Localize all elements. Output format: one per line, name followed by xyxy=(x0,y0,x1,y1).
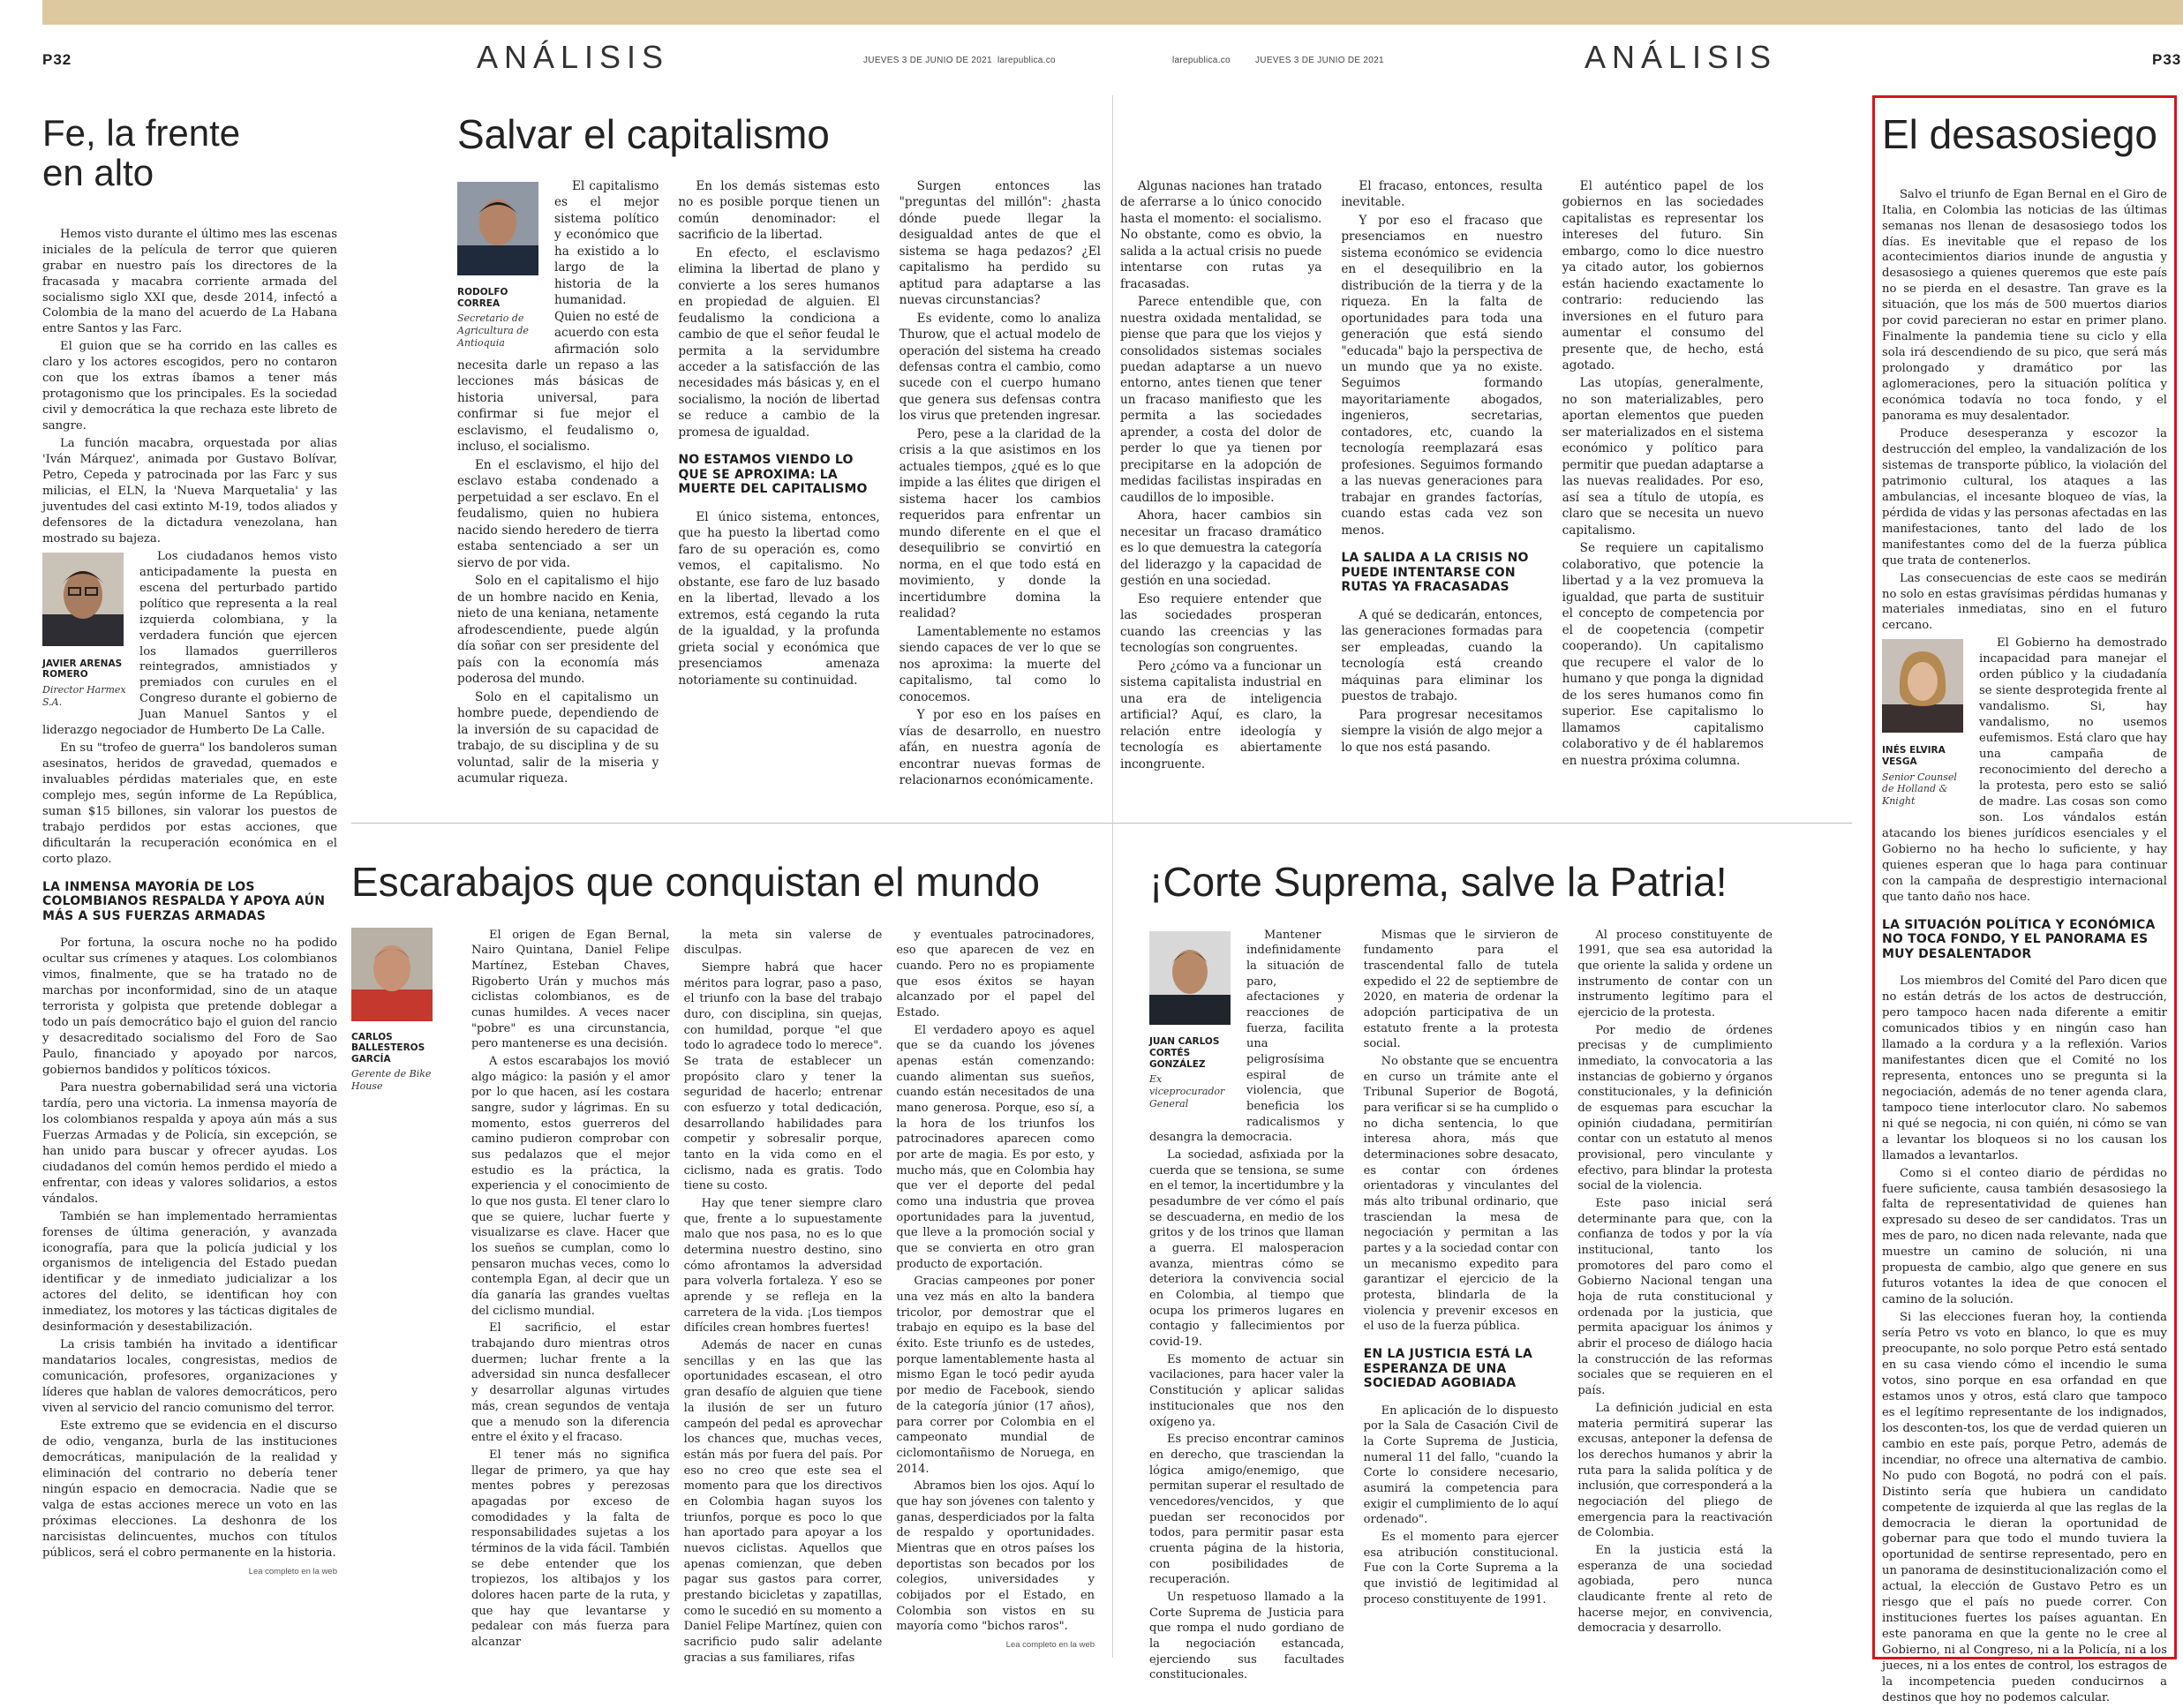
column xyxy=(1149,928,1344,1685)
paragraph: En los demás sistemas esto no es posible porque tienen un común denominador: el sacrificio de la libertad. xyxy=(678,178,880,243)
site-right: larepublica.co xyxy=(1172,56,1231,65)
subheading: LA SITUACIÓN POLÍTICA Y ECONÓMICA NO TOCA FONDO, Y EL PANORAMA ES MUY DESALENTADOR xyxy=(1882,917,2156,961)
author-name: CARLOS BALLESTEROS GARCÍA xyxy=(351,1031,425,1065)
paragraph: Mismas que le sirvieron de fundamento para el trascendental fallo de tutela expedido el 22 de septiembre de 2020, en materia de ordenar la adopción participativa de un estatuto frente a la protesta social. xyxy=(1363,928,1559,1051)
paragraph: Hay que tener siempre claro que, frente a lo supuestamente malo que nos pasa, no es lo que determina nuestro destino, sino cómo afrontamos la adversidad para volverla fortaleza. Y eso se aprende y se refleja en la carretera de la vida. ¡Los tiempos difíciles crean hombres fuertes! xyxy=(683,1197,883,1336)
column xyxy=(1364,928,1559,1685)
paragraph: Para nuestra gobernabilidad será una victoria tardía, pero una victoria. La inmensa mayoría de los colombianos respalda y apoya aún más a sus Fuerzas Armadas y de Policía, sin excepción, se han unido para buscar y ofrecer ayudas. Los ciudadanos del común hemos perdido el miedo a enfrentar, con ideas y valores solidarios, a estos vándalos. xyxy=(42,1080,337,1206)
paragraph: Abramos bien los ojos. Aquí lo que hay son jóvenes con talento y ganas, desperdiciados por la falta de respaldo y oportunidades. Mientras que en otros países los deportistas son becados por los colegios, universidades y cobijados por el Estado, en Colombia son vistos en su mayoría como "bichos raros". xyxy=(896,1479,1095,1634)
top-color-bar xyxy=(42,0,2183,25)
author-photo xyxy=(457,182,538,275)
section-title-right: ANÁLISIS xyxy=(1585,39,1778,75)
highlight-box xyxy=(1872,95,2177,1659)
paragraph: la meta sin valerse de disculpas. xyxy=(683,928,883,958)
author-block xyxy=(351,928,457,1668)
paragraph: El único sistema, entonces, que ha puesto la libertad como faro de su operación es, como vemos, el capitalismo. No obstante, ese faro de luz basado en la libertad, llevado a los extremos, está cegando la ruta de la igualdad, y la profunda grieta social y económica que presenciamos amenaza notoriamente su continuidad. xyxy=(678,509,880,688)
column xyxy=(42,227,337,1578)
column xyxy=(1120,178,1321,791)
paragraph: Mantener indefinidamente la situación de paro, afectaciones y reacciones de fuerza, facilita una peligrosísima espiral de violencia, que beneficia los radicalismos y desangra la democracia. xyxy=(1149,928,1344,1145)
column xyxy=(678,178,879,791)
paragraph: Los miembros del Comité del Paro dicen que no están detrás de los actos de destrucción, pero tampoco hacen nada diferente a emitir comunicados tibios y en ningún caso han llamado a la cordura y a la reflexión. Varios manifestantes dicen que el Comité no los representa, entonces uno se pregunta si la negociación, además de no tener agenda clara, tampoco tiene interlocutor claro. No sabemos ni qué se negocia, ni con quién, ni cómo se van a levantar los bloqueos si no los causan los llamados a levantarlos. xyxy=(1882,974,2167,1162)
paragraph: La función macabra, orquestada por alias 'Iván Márquez', animada por Gustavo Bolívar, Petro, Cepeda y patrocinada por las Farc y sus milicias, el ELN, la 'Nueva Marquetalia' y las juventudes del casi extinto M-19, todos aliados y defensores de la dictadura venezolana, han mostrado su bajeza. xyxy=(42,437,337,546)
article-corte-suprema xyxy=(1149,859,1773,1682)
paragraph: Para progresar necesitamos siempre la visión de algo mejor a lo que nos está pasando. xyxy=(1341,707,1543,755)
paragraph: El guion que se ha corrido en las calles es claro y los actores escogidos, pero no contaron con que los extras íbamos a tener más protagonismo que los principales. Es la sociedad civil y democrática la que rechaza este libreto de sangre. xyxy=(42,340,337,433)
paragraph: Y por eso en los países en vías de desarrollo, en nuestro afán, en nuestra agonía de encontrar nuevas formas de relacionarnos económicamente. xyxy=(899,708,1101,788)
paragraph: Ahora, hacer cambios sin necesitar un fracaso dramático es lo que demuestra la categoría del liderazgo y la capacidad de gestión en una sociedad. xyxy=(1119,508,1322,589)
paragraph: Pero ¿cómo va a funcionar un sistema capitalista industrial en una era de inteligencia artificial? Aquí, es claro, la relación entre ideología y tecnología es abiertamente incongruente. xyxy=(1119,658,1322,771)
article-fe-la-frente xyxy=(42,113,337,1658)
headline: Escarabajos que conquistan el mundo xyxy=(351,859,1040,905)
author-name: JUAN CARLOS CORTÉS GONZÁLEZ xyxy=(1149,1036,1220,1070)
paragraph: Y por eso el fracaso que presenciamos en nuestro sistema económico se evidencia en el desequilibrio en la distribución de la tierra y de la riqueza. En la falta de oportunidades para toda una generación que está siendo "educada" bajo la perspectiva de un mundo que ya no existe. Seguimos formando mayoritariamente abogados, ingenieros, secretarias, contadores, etc, cuando la tecnología reemplazará esas profesiones. Seguimos formando a las nuevas generaciones para trabajar en grandes factorías, cuando estas cada vez son menos. xyxy=(1341,213,1543,538)
paragraph: Por medio de órdenes precisas y de cumplimiento inmediato, la convocatoria a las instancias de gobierno y órganos constitucionales, y la definición de esquemas para escuchar la opinión ciudadana, permitirían contar con un estatuto al menos provisional, pero vinculante y efectivo, para blindar la protesta social de la violencia. xyxy=(1577,1023,1773,1193)
paragraph: y eventuales patrocinadores, eso que aparecen de vez en cuando. Pero no es propiamente que esos éxitos se hayan alcanzado por el papel del Estado. xyxy=(896,928,1095,1020)
paragraph: Surgen entonces las "preguntas del millón": ¿hasta dónde puede llegar la desigualdad antes de que el sistema se haga pedazos? ¿El capitalismo ha perdido su aptitud para adaptarse a las nuevas circunstancias? xyxy=(899,178,1101,308)
read-more-link[interactable]: Lea completo en la web xyxy=(1005,1639,1095,1650)
column xyxy=(1562,178,1764,791)
author-role: Senior Counsel de Holland & Knight xyxy=(1882,771,1957,807)
paragraph: Gracias campeones por poner una vez más en alto la bandera tricolor, por demostrar que el trabajo en equipo es la base del éxito. Este triunfo es de ustedes, porque lamentablemente hasta al mismo Egan le tocó pedir ayuda por medio de Facebook, siendo de la categoría júnior (17 años), para correr por Colombia en el campeonato mundial de ciclomontañismo de Noruega, en 2014. xyxy=(896,1275,1095,1476)
paragraph: Salvo el triunfo de Egan Bernal en el Giro de Italia, en Colombia las noticias de las últimas semanas nos llenan de desasosiego todos los días. Es inevitable que el repaso de los acontecimientos diarios inunde de angustia y desasosiego a quienes queremos que este país no se pierda en el desastre. Tan grave es la situación, que los más de 500 muertos diarios por covid parecieran no estar en primer plano. Finalmente la pandemia tiene su ciclo y ella sola irá descendiendo de su pico, que será más prolongado y dramático por las aglomeraciones, pero la situación política y económica todavía no toca fondo, y el panorama es muy desalentador. xyxy=(1882,187,2167,424)
paragraph: Es el momento para ejercer esa atribución constitucional. Fue con la Corte Suprema a la que invistió de legitimidad al proceso constituyente de 1991. xyxy=(1363,1531,1559,1606)
page-number-right: P33 xyxy=(2152,51,2182,68)
subheading: LA SALIDA A LA CRISIS NO PUEDE INTENTARSE CON RUTAS YA FRACASADAS xyxy=(1341,551,1529,595)
subheading: NO ESTAMOS VIENDO LO QUE SE APROXIMA: LA MUERTE DEL CAPITALISMO xyxy=(678,453,868,497)
paragraph: Parece entendible que, con nuestra oxidada mentalidad, se piense que para que los viejos y consolidados sistemas sociales puedan adaptarse a un nuevo entorno, antes tienen que tener un fracaso manifiesto que les permita a las sociedades aprender, a costa del dolor de perder lo que ya tienen por precipitarse en la adopción de medidas facilistas inspiradas en caudillos de lo imposible. xyxy=(1119,295,1322,505)
paragraph: Los ciudadanos hemos visto anticipadamente la puesta en escena del perturbado partido político que representa a la real izquierda colombiana, y la verdadera función que ejercen los llamados guerrilleros reintegrados, amnistiados y premiados con curules en el Congreso durante el gobierno de Juan Manuel Santos y el liderazgo negociador de Humberto De La Calle. xyxy=(42,549,337,738)
paragraph: Las utopías, generalmente, no son materializables, pero aportan elementos que pueden ser materializados en el sistema económico y político para permitir que puedan adaptarse a las nuevas realidades. Por eso, así sea a título de utopía, es claro que se necesita un nuevo capitalismo. xyxy=(1562,376,1764,538)
author-block xyxy=(457,182,542,350)
column xyxy=(896,928,1095,1668)
paragraph: La sociedad, asfixiada por la cuerda que se tensiona, se sume en el temor, la incertidumbre y la pesadumbre de ver cómo el país se descuaderna, en medio de los gritos y de los trinos que llaman a guerra. El malosperacion avanza, mientras cómo se deteriora la convivencia social en Colombia, al tiempo que ocupa los primeros lugares en contagio y fallecimientos por covid-19. xyxy=(1149,1148,1344,1350)
author-role: Gerente de Bike House xyxy=(351,1068,432,1093)
paragraph: Si las elecciones fueran hoy, la contienda sería Petro vs voto en blanco, lo que es muy preocupante, no solo porque Petro está sentado en su casa viendo cómo el incendio le suma votos, sino porque en esa orfandad en que estamos unos y otros, está claro que tampoco es el legítimo representante de los indignados, los desconten-tos, los que de verdad quieren un cambio en este país, porque Petro, además de incendiar, no ofrece una alternativa de cambio. No pudo con Bogotá, no podrá con el país. Distinto sería que hubiera un candidato competente de izquierda al que las reglas de la democracia le dieran la oportunidad de gobernar para que todo el mundo tuviera la oportunidad de sentirse representado, pero en un panorama de desinstitucionalización como el actual, la elección de Gustavo Petro es un riesgo que el país no puede correr. Con instituciones fuertes los países aguantan. En este panorama en que la gente no le cree al Gobierno, ni al Congreso, ni a la Policía, ni a los jueces, ni a los entes de control, los estragos de la incompetencia pueden conducirnos a destinos que hoy no podemos calcular. xyxy=(1882,1311,2167,1704)
paragraph: Este extremo que se evidencia en el discurso de odio, venganza, burla de las instituciones democráticas, manipulación de la realidad y eliminación del contrario no debería tener ningún espacio en democracia. Nadie que se valga de estas acciones merece un voto en las próximas elecciones. La deshonra de los narcisistas delincuentes, muchos con títulos públicos, será el cobro permanente en la historia. xyxy=(42,1418,337,1560)
paragraph: El Gobierno ha demostrado incapacidad para manejar el orden público y la ciudadanía se siente desprotegida frente al vandalismo. Si, hay vandalismo, no usemos eufemismos. Está claro que hay una campaña de reconocimiento del derecho a la protesta, pero esto se salió de madre. Las cosas son como son. Los vándalos están atacando los bienes jurídicos esenciales y el Gobierno no ha hecho lo suficiente, y hay quienes esperan que lo haga para continuar con la campaña de desprestigio internacional que tanto daño nos hace. xyxy=(1882,636,2167,904)
site-left: larepublica.co xyxy=(997,56,1056,65)
paragraph: A estos escarabajos los movió algo mágico: la pasión y el amor por lo que hacen, así les costara sangre, sudor y lágrimas. En su momento, estos guerreros del camino pudieron comprobar con sus pedalazos que el mejor estudio es la práctica, la experiencia y el conocimiento de lo que nos gusta. El tener claro lo que se quiere, luchar fuerte y visualizarse es clave. Hacer que los sueños se cumplan, como lo pensaron muchas veces, como lo contempla Egan, al decir que un día ganaría las grandes vueltas del ciclismo mundial. xyxy=(471,1055,670,1318)
paragraph: La crisis también ha invitado a identificar mandatarios locales, congresistas, medios de comunicación, profesores, organizaciones y líderes que hablan de valores democráticos, pero viven al servicio del rancio comunismo del terror. xyxy=(42,1338,337,1416)
author-block xyxy=(1149,931,1234,1110)
author-photo xyxy=(351,928,433,1021)
column xyxy=(900,178,1101,791)
paragraph: Hemos visto durante el último mes las escenas iniciales de la película de terror que quieren grabar en nuestro país los directores de la fracasada y macabra corriente armada del socialismo siglo XXI que, desde 2014, infectó a Colombia de la mano del acuerdo de La Habana entre Santos y las Farc. xyxy=(42,227,337,336)
article-escarabajos xyxy=(351,859,1095,1665)
author-role: Ex viceprocurador General xyxy=(1149,1073,1225,1110)
paragraph: Las consecuencias de este caos se medirán no solo en estas gravísimas pérdidas humanas y materiales inmediatas, sino en el futuro cercano. xyxy=(1882,571,2167,633)
paragraph: La definición judicial en esta materia permitirá superar las excusas, anteponer la defensa de los derechos humanos y abrir la ruta para la salida política y de inclusión, que corresponderá a la negociación del pliego de emergencia para la reactivación de Colombia. xyxy=(1577,1401,1773,1540)
author-name: RODOLFO CORREA xyxy=(457,287,508,309)
paragraph: Al proceso constituyente de 1991, que sea esa autoridad la que oriente la salida y ordene un instrumento de contar con un instrumento legítimo para el ejercicio de la protesta. xyxy=(1577,928,1773,1020)
paragraph: Este paso inicial será determinante para que, con la confianza de todos y por la vía institucional, tanto los promotores del paro como el Gobierno Nacional tengan una hoja de ruta constitucional y ordenada por la justicia, que permita apaciguar los ánimos y abrir el proceso de diálogo hacia la construcción de las reformas sociales que se requieren en el país. xyxy=(1577,1197,1773,1398)
column xyxy=(471,928,670,1668)
column xyxy=(1577,928,1773,1685)
date-right: JUEVES 3 DE JUNIO DE 2021 xyxy=(1255,56,1384,65)
horizontal-rule xyxy=(351,823,1852,824)
headline: ¡Corte Suprema, salve la Patria! xyxy=(1149,859,1728,905)
paragraph: Produce desesperanza y escozor la destrucción del empleo, la vandalización de los sistemas de transporte público, la violación del patrimonio cultural, los ataques a las ambulancias, el incesante bloqueo de vías, la pérdida de vidas y las personas afectadas en las manifestaciones, tanto del lado de los manifestantes como del de la fuerza pública que trata de contenerlos. xyxy=(1882,426,2167,568)
paragraph: El tener más no significa llegar de primero, ya que hay mentes pobres y perezosas apagadas por exceso de comodidades y la falta de responsabilidades sujetas a los términos de la vida fácil. También se debe entender que los tropiezos, los altibajos y los dolores hacen parte de la ruta, y que hay que levantarse y pedalear con más fuerza para alcanzar xyxy=(471,1448,670,1649)
date-left: JUEVES 3 DE JUNIO DE 2021 xyxy=(863,56,992,65)
paragraph: En efecto, el esclavismo elimina la libertad de plano y convierte a los seres humanos en propiedad de alguien. El feudalismo la condiciona a cambio de que el señor feudal le permita a la servidumbre acceder a la satisfacción de las necesidades más básicas y, en el socialismo, la noción de libertad se reduce a cambio de la promesa de igualdad. xyxy=(678,245,880,440)
subheading: LA INMENSA MAYORÍA DE LOS COLOMBIANOS RESPALDA Y APOYA AÚN MÁS A SUS FUERZAS ARMADAS xyxy=(42,879,326,923)
subheading: EN LA JUSTICIA ESTÁ LA ESPERANZA DE UNA SOCIEDAD AGOBIADA xyxy=(1363,1347,1533,1391)
paragraph: Algunas naciones han tratado de aferrarse a lo único conocido hasta el momento: el socialismo. No obstante, como es obvio, la salida a la actual crisis no puede intentarse con rutas ya fracasadas. xyxy=(1119,178,1322,291)
paragraph: También se han implementado herramientas forenses de última generación, y avanzada iconografía, para que la policía judicial y los organismos de inteligencia del Estado puedan identificar y de inmediato judicializar a los actores del delito, se identifican hoy con inmediatez, los motores y las tácticas digitales de desinformación y desestabilización. xyxy=(42,1209,337,1335)
section-title-left: ANÁLISIS xyxy=(477,39,670,75)
paragraph: En el esclavismo, el hijo del esclavo estaba condenado a perpetuidad a ser esclavo. En el feudalismo, quien no hubiera nacido siendo heredero de tierra estaba sentenciado a ser un siervo de por vida. xyxy=(457,457,659,570)
paragraph: Por fortuna, la oscura noche no ha podido ocultar sus crímenes y ataques. Los colombianos vimos, finalmente, que se ha tratado no de marchas por inconformidad, sino de un ataque terrorista y golpista que pretende doblegar a todo un país democrático bajo el guion del rancio y desacreditado socialismo del Foro de Sao Paulo, financiado y apoyado por narcos, gobiernos bandidos y políticos tóxicos. xyxy=(42,937,337,1078)
author-photo xyxy=(1149,931,1231,1025)
paragraph: El verdadero apoyo es aquel que se da cuando los jóvenes apenas están comenzando: cuando alimentan sus sueños, cuando están necesitados de una mano generosa. Porque, eso sí, a la hora de los triunfos los patrocinadores aparecen como por arte de magia. Es por esto, y mucho más, que en Colombia hay que ver el deporte del pedal como una industria que provea oportunidades para la juventud, que lleve a la promoción social y que se convierta en otro gran producto de exportación. xyxy=(896,1023,1095,1271)
author-name: JAVIER ARENAS ROMERO xyxy=(42,658,123,681)
paragraph: A qué se dedicarán, entonces, las generaciones formadas para ser empleadas, cuando la tecnología está creando máquinas para eliminar los puestos de trabajo. xyxy=(1341,607,1543,704)
headline: Fe, la frente en alto xyxy=(42,112,241,194)
headline: Salvar el capitalismo xyxy=(457,111,830,157)
paragraph: Pero, pese a la claridad de la crisis a la que asistimos en los actuales tiempos, ¿qué es lo que impide a las élites que dirigen el sistema hacer los cambios requeridos para enfrentar un mundo diferente en el que el desequilibrio se convirtió en norma, en el que todo está en movimiento, y donde la incertidumbre domina la realidad? xyxy=(899,426,1101,621)
paragraph: Lamentablemente no estamos siendo capaces de ver lo que se nos aproxima: la muerte del capitalismo, tal como lo conocemos. xyxy=(899,624,1101,704)
paragraph: El capitalismo es el mejor sistema político y económico que ha existido a lo largo de la historia de la humanidad. Quien no esté de acuerdo con esta afirmación solo necesita darle un repaso a las lecciones más básicas de historia universal, para confirmar si fue mejor el esclavismo, el feudalismo o, incluso, el socialismo. xyxy=(457,178,659,455)
paragraph: Es momento de actuar sin vacilaciones, para hacer valer la Constitución y aplicar salidas institucionales que nos den oxígeno ya. xyxy=(1149,1352,1344,1429)
paragraph: No obstante que se encuentra en curso un trámite ante el Tribunal Superior de Bogotá, para verificar si se ha cumplido o no dicha sentencia, lo que interesa ahora, más que determinaciones sobre desacato, es contar con órdenes orientadoras y vinculantes del más alto tribunal ordinario, que trasciendan la mesa de negociación y permitan a las partes y a la sociedad contar con un mecanismo expedito para garantizar el ejercicio de la protesta, blindarla de la violencia y prevenir excesos en el uso de la fuerza pública. xyxy=(1363,1055,1559,1334)
paragraph: Un respetuoso llamado a la Corte Suprema de Justicia para que rompa el nudo gordiano de la negociación estancada, ejerciendo sus facultades constitucionales. xyxy=(1149,1590,1344,1682)
author-name: INÉS ELVIRA VESGA xyxy=(1882,745,1946,767)
paragraph: El sacrificio, el estar trabajando duro mientras otros duermen; luchar frente a la adversidad sin nunca desfallecer y desarrollar algunas virtudes más, crean segundos de ventaja que a menudo son la diferencia entre el éxito y el fracaso. xyxy=(471,1321,670,1445)
author-role: Director Harmex S.A. xyxy=(42,683,126,708)
paragraph: El auténtico papel de los gobiernos en las sociedades capitalistas es representar los intereses del futuro. Sin embargo, como lo dice nuestro ya citado autor, los gobiernos están haciendo exactamente lo contrario: reduciendo las inversiones en el futuro para aumentar el consumo del presente que, de hecho, está agotado. xyxy=(1562,178,1764,372)
read-more-link[interactable]: Lea completo en la web xyxy=(248,1566,337,1576)
article-salvar-capitalismo xyxy=(457,113,1764,810)
paragraph: El origen de Egan Bernal, Nairo Quintana, Daniel Felipe Martínez, Esteban Chaves, Rigoberto Urán y muchos más ciclistas colombianos, es de cunas humildes. A veces nacer "pobre" es una circunstancia, pero mantenerse es una decisión. xyxy=(471,928,670,1051)
paragraph: En aplicación de lo dispuesto por la Sala de Casación Civil de la Corte Suprema de Justicia, numeral 11 del fallo, "cuando la Corte lo considere necesario, asumirá la competencia para exigir el cumplimiento de lo aquí ordenado". xyxy=(1363,1403,1559,1527)
paragraph: Siempre habrá que hacer méritos para lograr, paso a paso, el triunfo con la base del trabajo duro, con disciplina, sin quejas, con humildad, porque "el que todo lo agradece todo lo merece". Se trata de establecer un propósito claro y tener la seguridad de hacerlo; entrenar con esfuerzo y total dedicación, desarrollando habilidades para competir y sobresalir porque, tanto en la vida como en el ciclismo, nada es gratis. Todo tiene su costo. xyxy=(683,961,883,1193)
paragraph: Solo en el capitalismo un hombre puede, dependiendo de la inversión de su capacidad de trabajo, de su disciplina y de su voluntad, salir de la miseria y acumular riqueza. xyxy=(457,689,659,786)
column xyxy=(1341,178,1542,791)
column xyxy=(684,928,883,1668)
paragraph: Es preciso encontrar caminos en derecho, que trasciendan la lógica amigo/enemigo, que permitan superar el resultado de vencedores/vencidos, y que puedan ser reconocidos por todos, para permitir pasar esta cruenta página de la historia, con posibilidades de recuperación. xyxy=(1149,1433,1344,1587)
paragraph: Eso requiere entender que las sociedades prosperan cuando las creencias y las tecnologías son congruentes. xyxy=(1119,591,1322,656)
paragraph: Solo en el capitalismo el hijo de un hombre nacido en Kenia, nieto de una keniana, netamente afrodescendiente, puede algún día soñar con ser presidente del país con la economía más poderosa del mundo. xyxy=(457,574,659,687)
author-block xyxy=(42,553,127,709)
paragraph: Además de nacer en cunas sencillas y en las que las oportunidades escasean, el otro gran desafío de alguien que tiene la ilusión de ser un futuro campeón del pedal es aprovechar los chances que, muchas veces, están más por fuera del país. Por eso no creo que este sea el momento para que los directivos en Colombia hagan suyos los triunfos, porque es poco lo que han aportado para apoyar a los nuevos ciclistas. Aquellos que apenas comienzan, que deben pagar sus gastos para correr, prestando bicicletas y zapatillas, como le sucedió en su momento a Daniel Felipe Martínez, quien con sacrificio pudo salir adelante gracias a sus familiares, rifas xyxy=(683,1339,883,1665)
paragraph: Es evidente, como lo analiza Thurow, que el actual modelo de operación del sistema ha creado defensas contra el cambio, como sucede con el cuerpo humano que genera sus defensas contra los virus que pretenden ingresar. xyxy=(899,311,1101,424)
column xyxy=(457,178,659,791)
paragraph: El fracaso, entonces, resulta inevitable. xyxy=(1341,178,1543,210)
paragraph: Como si el conteo diario de pérdidas no fuere suficiente, causa también desasosiego la falta de representatividad de quienes han expresado su deseo de ser candidatos. Tras un mes de paro, no dicen nada relevante, nada que muestre un camino de solución, ni una propuesta de cambio, algo que genere en sus futuros votantes la idea de que conocen el camino de la solución. xyxy=(1882,1166,2167,1307)
paragraph: En la justicia está la esperanza de una sociedad agobiada, pero nunca claudicante frente al reto de hacerse mejor, en convivencia, democracia y desarrollo. xyxy=(1577,1543,1773,1636)
author-role: Secretario de Agricultura de Antioquia xyxy=(457,312,529,349)
paragraph: Se requiere un capitalismo colaborativo, que potencie la libertad y a la vez promueva la igualdad, que parta de sustituir el concepto de competencia por el de coopetencia (competir cooperando). Un capitalismo que recupere el valor de lo humano y que ponga la dignidad de los seres humanos como fin superior. Ese capitalismo lo llamamos capitalismo colaborativo y de él hablaremos en nuestra próxima columna. xyxy=(1562,541,1764,768)
headline: El desasosiego xyxy=(1882,111,2157,157)
paragraph: En su "trofeo de guerra" los bandoleros suman asesinatos, heridos de gravedad, quemados e invaluables pérdidas materiales que, en este complejo mes, según informe de La República, suman $15 billones, sin valorar los puestos de trabajo perdidos por estas acciones, que dificultarán la recuperación económica en el corto plazo. xyxy=(42,741,337,866)
page-number-left: P32 xyxy=(42,51,72,68)
author-photo xyxy=(42,553,124,646)
